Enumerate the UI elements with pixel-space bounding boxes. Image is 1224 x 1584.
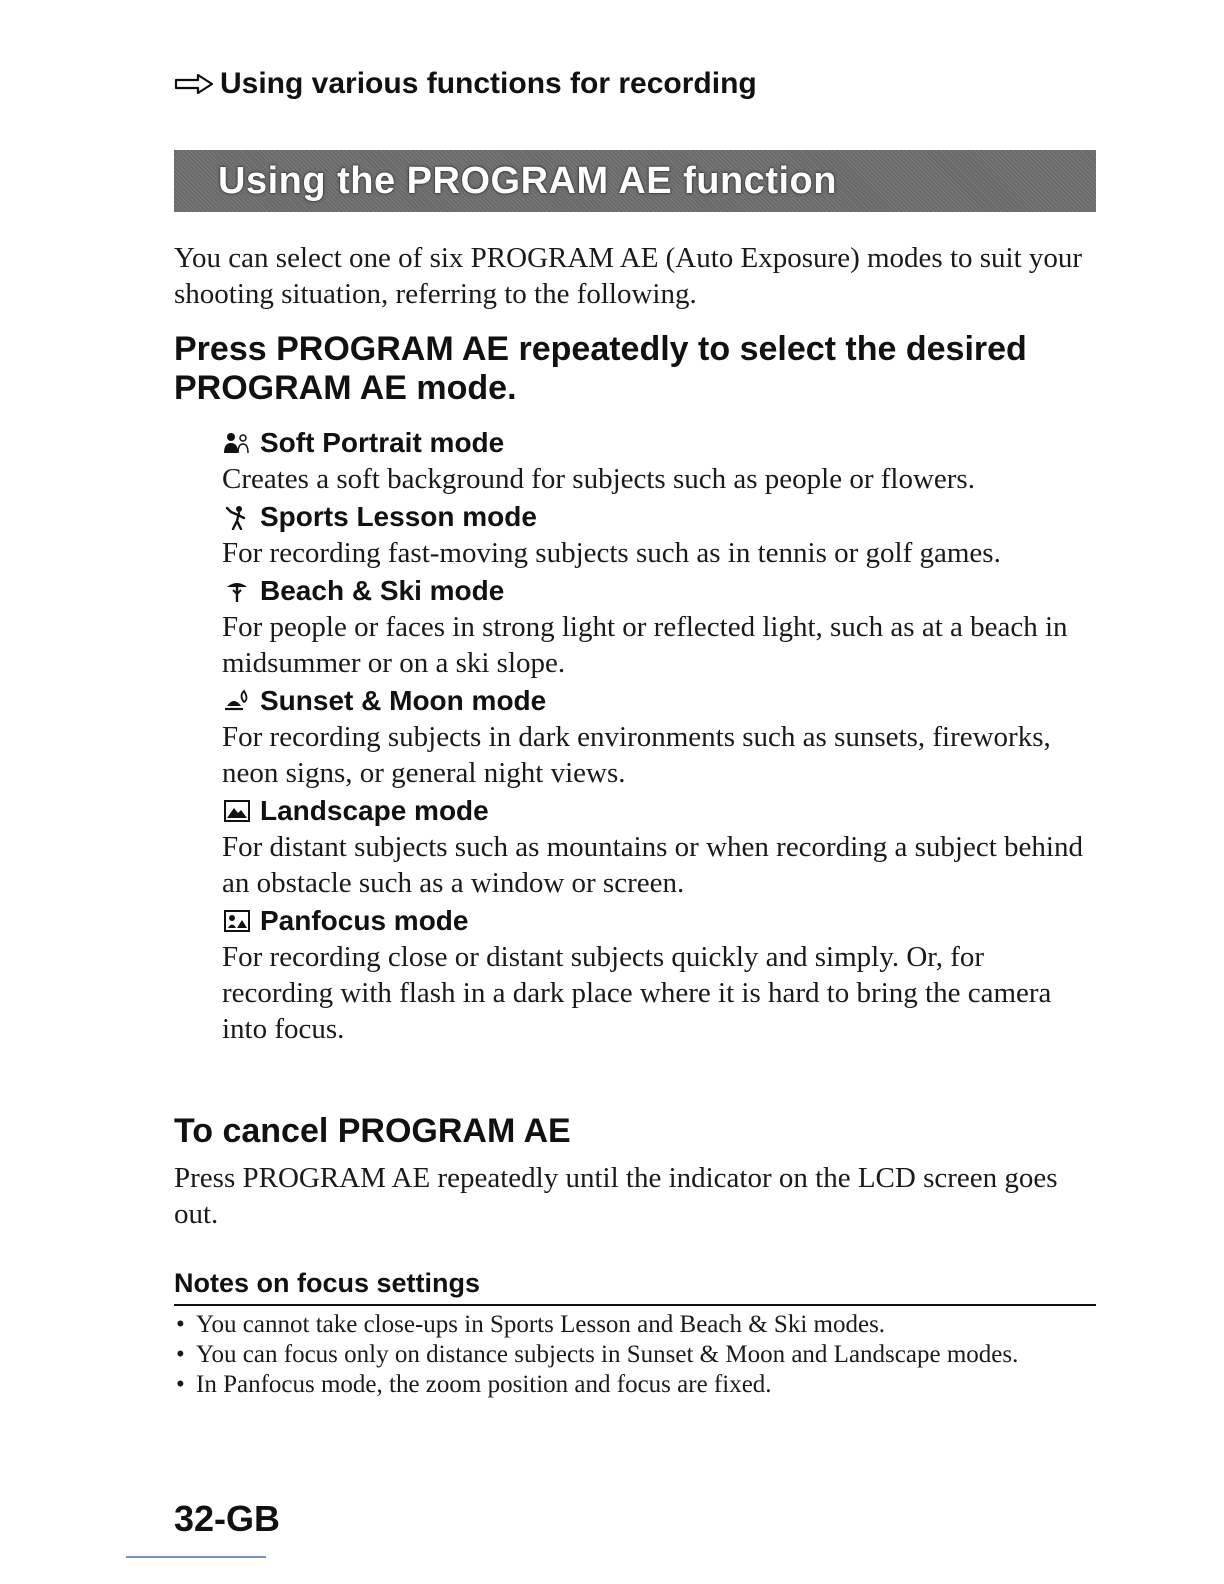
sunset-moon-icon — [222, 688, 252, 714]
page-title: Using the PROGRAM AE function — [218, 159, 837, 202]
cancel-paragraph: Press PROGRAM AE repeatedly until the indicator on the LCD screen goes out. — [174, 1162, 1058, 1230]
arrow-right-icon — [174, 73, 214, 95]
section-header — [174, 64, 757, 104]
section-header-text: Using various functions for recording — [220, 67, 757, 100]
list-item: • In Panfocus mode, the zoom position and focus are fixed. — [174, 1370, 1074, 1400]
mode-description: For distant subjects such as mountains or when recording a subject behind an obstacle such as a window or screen. — [222, 831, 1083, 899]
mode-description: For recording subjects in dark environments such as sunsets, fireworks, neon signs, or general night views. — [222, 721, 1051, 789]
footer-divider — [126, 1556, 266, 1558]
list-item: • You can focus only on distance subjects in Sunset & Moon and Landscape modes. — [174, 1340, 1074, 1370]
mode-description: For people or faces in strong light or reflected light, such as at a beach in midsummer or on a ski slope. — [222, 611, 1068, 679]
mode-title: Sunset & Moon mode — [222, 683, 1102, 719]
mode-list — [222, 425, 1102, 1049]
mode-title: Landscape mode — [222, 793, 1102, 829]
mode-item-soft-portrait — [222, 425, 1102, 497]
mode-title: Beach & Ski mode — [222, 573, 1102, 609]
soft-portrait-icon — [222, 430, 252, 456]
notes-heading: Notes on focus settings — [174, 1268, 1096, 1306]
mode-item-beach-ski — [222, 573, 1102, 681]
mode-description: For recording close or distant subjects quickly and simply. Or, for recording with flash in a dark place where it is hard to bring the camera into focus. — [222, 941, 1052, 1045]
instruction-heading: Press PROGRAM AE repeatedly to select the desired PROGRAM AE mode. — [174, 330, 1027, 407]
list-item: • You cannot take close-ups in Sports Lesson and Beach & Ski modes. — [174, 1310, 1074, 1340]
panfocus-icon — [222, 908, 252, 934]
title-banner — [174, 150, 1096, 212]
beach-ski-icon — [222, 578, 252, 604]
mode-item-landscape — [222, 793, 1102, 901]
mode-title: Soft Portrait mode — [222, 425, 1102, 461]
mode-item-panfocus — [222, 903, 1102, 1047]
mode-description: Creates a soft background for subjects such as people or flowers. — [222, 463, 975, 495]
mode-title: Sports Lesson mode — [222, 499, 1102, 535]
intro-paragraph: You can select one of six PROGRAM AE (Auto Exposure) modes to suit your shooting situation, referring to the following. — [174, 242, 1083, 310]
sports-lesson-icon — [222, 504, 252, 530]
page-number: 32-GB — [174, 1498, 281, 1539]
mode-item-sunset-moon — [222, 683, 1102, 791]
cancel-heading: To cancel PROGRAM AE — [174, 1112, 571, 1150]
landscape-icon — [222, 798, 252, 824]
mode-description: For recording fast-moving subjects such as in tennis or golf games. — [222, 537, 1001, 569]
mode-item-sports-lesson — [222, 499, 1102, 571]
mode-title: Panfocus mode — [222, 903, 1102, 939]
notes-list — [174, 1310, 1074, 1400]
